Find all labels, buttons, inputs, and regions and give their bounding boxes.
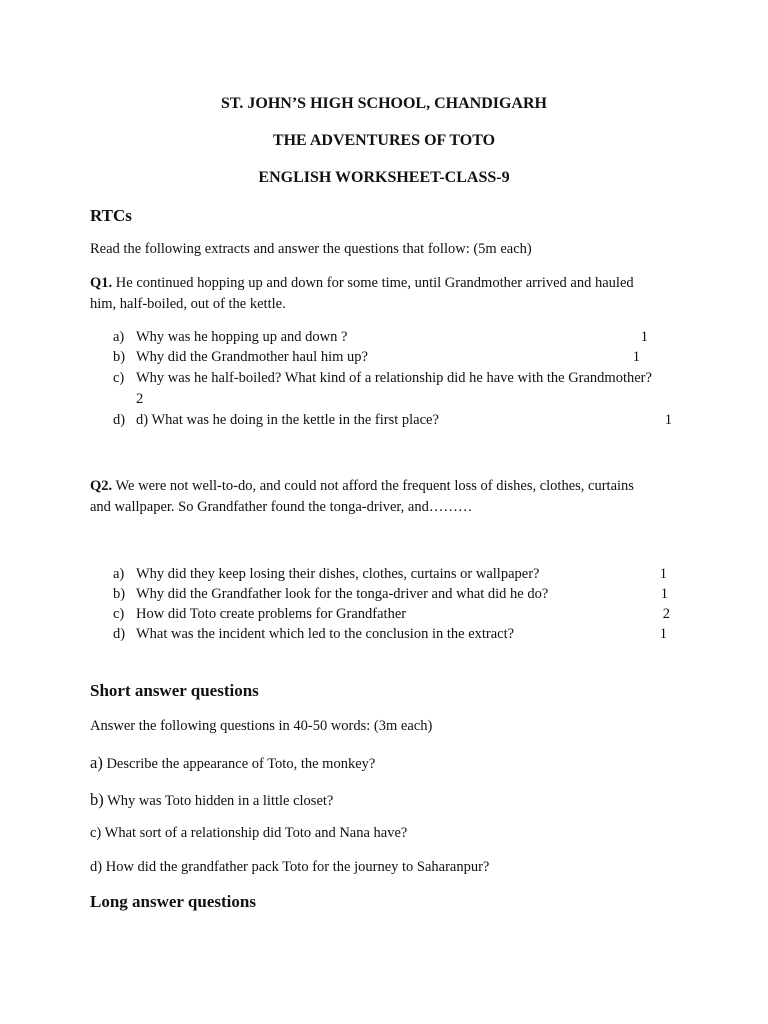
q2-item-text: How did Toto create problems for Grandfather: [136, 606, 407, 622]
short-answer-item: [90, 857, 489, 878]
q2-item-mark: 1: [659, 626, 667, 642]
q1-item-text: Why was he hopping up and down ?: [136, 329, 348, 345]
rtc-instruction: Read the following extracts and answer the questions that follow: (5m each): [90, 241, 532, 257]
q1-item: [0, 410, 768, 432]
q2-item: [0, 624, 768, 646]
q1-item-letter: d): [113, 412, 126, 428]
short-answer-text: Why was Toto hidden in a little closet?: [103, 793, 334, 809]
q1-extract-line1: [90, 273, 634, 294]
short-answer-letter: d): [90, 859, 103, 875]
q1-item-letter: b): [113, 349, 126, 365]
q1-extract-line2: him, half-boiled, out of the kettle.: [90, 296, 286, 312]
short-answer-item: [90, 823, 407, 844]
q1-item-text: Why was he half-boiled? What kind of a relationship did he have with the Grandmother?: [136, 370, 652, 386]
long-answer-heading: Long answer questions: [90, 892, 256, 911]
q1-item-letter: c): [113, 370, 125, 386]
q2-item-text: What was the incident which led to the conclusion in the extract?: [136, 626, 515, 642]
q1-item-text: Why did the Grandmother haul him up?: [136, 349, 368, 365]
q1-item-mark: 2: [136, 391, 144, 407]
worksheet-title: ENGLISH WORKSHEET-CLASS-9: [258, 169, 510, 186]
q1-item-mark: 1: [640, 329, 648, 345]
q2-label: Q2.: [90, 478, 113, 494]
chapter-title: THE ADVENTURES OF TOTO: [272, 132, 496, 149]
q1-extract-text1: He continued hopping up and down for some time, until Grandmother arrived and hauled: [112, 275, 634, 291]
q1-item: [0, 327, 768, 349]
short-answer-instruction: Answer the following questions in 40-50 words: (3m each): [90, 718, 433, 734]
short-answer-letter: c): [90, 825, 102, 841]
q2-item-text: Why did the Grandfather look for the tonga-driver and what did he do?: [136, 586, 549, 602]
q2-item-letter: c): [113, 606, 125, 622]
q2-item-letter: a): [113, 566, 125, 582]
q1-label: Q1.: [90, 275, 113, 291]
short-answer-text: What sort of a relationship did Toto and Nana have?: [101, 825, 408, 841]
q1-item-text: d) What was he doing in the kettle in the first place?: [136, 412, 439, 428]
q1-item: [0, 368, 768, 410]
short-answer-text: Describe the appearance of Toto, the monkey?: [102, 756, 376, 772]
short-answer-item: [90, 789, 333, 812]
q2-item: [0, 584, 768, 606]
q2-item-mark: 1: [659, 566, 667, 582]
q1-item: [0, 347, 768, 369]
short-answer-text: How did the grandfather pack Toto for the journey to Saharanpur?: [102, 859, 490, 875]
q2-extract-line2: and wallpaper. So Grandfather found the tonga-driver, and………: [90, 499, 473, 515]
q2-item-letter: d): [113, 626, 126, 642]
q2-item-mark: 2: [662, 606, 670, 622]
q2-extract-text1: We were not well-to-do, and could not afford the frequent loss of dishes, clothes, curtains: [112, 478, 634, 494]
q1-item-mark: 1: [664, 412, 672, 428]
q1-item-letter: a): [113, 329, 125, 345]
short-answer-heading: Short answer questions: [90, 681, 259, 700]
rtc-heading: RTCs: [90, 206, 132, 225]
short-answer-item: [90, 752, 375, 775]
q2-item: [0, 604, 768, 626]
q2-item-letter: b): [113, 586, 126, 602]
q2-extract-line1: [90, 476, 634, 497]
school-name: ST. JOHN’S HIGH SCHOOL, CHANDIGARH: [221, 95, 547, 112]
q2-item-mark: 1: [660, 586, 668, 602]
short-answer-letter: b): [90, 790, 104, 809]
q2-item-text: Why did they keep losing their dishes, clothes, curtains or wallpaper?: [136, 566, 540, 582]
q1-item-mark: 1: [632, 349, 640, 365]
q2-item: [0, 564, 768, 586]
short-answer-letter: a): [90, 753, 103, 772]
